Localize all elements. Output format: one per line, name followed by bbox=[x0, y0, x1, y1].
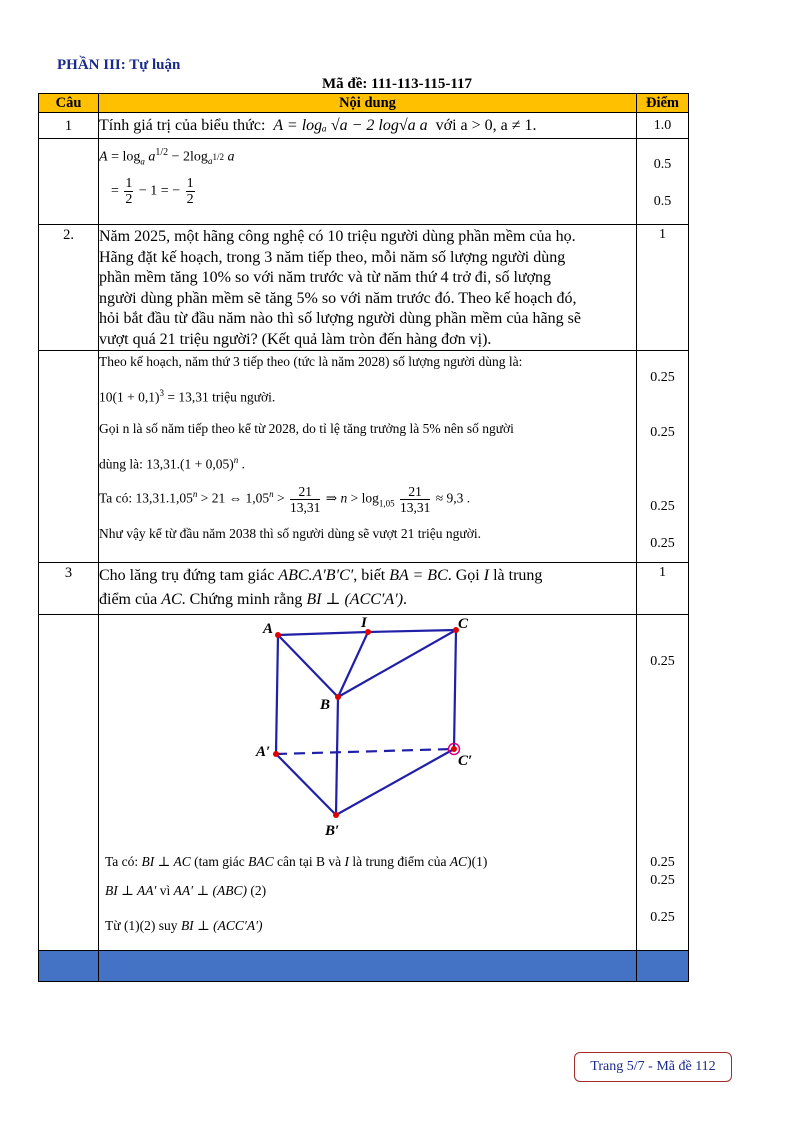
q2-solution-row bbox=[39, 351, 689, 563]
point-C1 bbox=[451, 746, 457, 752]
q2-line-3: phần mềm tăng 10% so với năm trước và từ năm thứ 4 trở đi, số lượng bbox=[99, 269, 552, 286]
edge-B-B1 bbox=[336, 697, 338, 815]
q3-sol-point-1: 0.25 bbox=[650, 855, 675, 870]
q2-sol-point-2: 0.25 bbox=[650, 425, 675, 440]
edge-A-A1 bbox=[276, 635, 278, 754]
answer-table bbox=[38, 93, 689, 982]
blank-footer-row bbox=[39, 951, 689, 982]
edge-B1-C1 bbox=[336, 749, 454, 815]
q1-condition: với a > 0, a ≠ 1. bbox=[435, 117, 537, 134]
q3-sol-point-2: 0.25 bbox=[650, 873, 675, 888]
header-cau: Câu bbox=[39, 94, 99, 113]
q3-solution bbox=[99, 615, 637, 951]
q2-number: 2. bbox=[39, 225, 99, 351]
header-noi-dung: Nội dung bbox=[99, 94, 637, 113]
q2-sol-line-6: Như vậy kể từ đầu năm 2038 thì số người dùng sẽ vượt 21 triệu người. bbox=[99, 526, 481, 541]
label-C1: C′ bbox=[458, 753, 473, 769]
q1-expression: A = logₐ √a − 2 log√a a bbox=[273, 117, 428, 134]
exam-code: Mã đề: 111-113-115-117 bbox=[322, 76, 472, 92]
q1-points: 1.0 bbox=[637, 113, 689, 139]
q2-sol-line-1: Theo kế hoạch, năm thứ 3 tiếp theo (tức là năm 2028) số lượng người dùng là: bbox=[99, 354, 523, 369]
point-A bbox=[275, 632, 281, 638]
label-A1: A′ bbox=[256, 744, 271, 760]
label-B: B bbox=[320, 697, 331, 713]
point-A1 bbox=[273, 751, 279, 757]
q1-sol-point-1: 0.5 bbox=[653, 157, 672, 172]
edge-A1-C1 bbox=[276, 749, 454, 754]
q1-solution-row bbox=[39, 139, 689, 225]
q2-line-1: Năm 2025, một hãng công nghệ có 10 triệu người dùng phần mềm của họ. bbox=[99, 228, 576, 245]
q2-sol-point-1: 0.25 bbox=[650, 370, 675, 385]
label-C: C bbox=[458, 616, 469, 632]
q2-row bbox=[39, 225, 689, 351]
header-diem: Điểm bbox=[637, 94, 689, 113]
q2-line-2: Hãng đặt kế hoạch, trong 3 năm tiếp theo, mỗi năm số lượng người dùng bbox=[99, 248, 566, 266]
table-header-row bbox=[39, 94, 689, 113]
q3-sol-line-3: Từ (1)(2) suy BI ⊥ (ACC′A′) bbox=[105, 918, 263, 933]
edge-B-C bbox=[338, 630, 456, 697]
q3-sol-point-3: 0.25 bbox=[650, 910, 675, 925]
q3-points: 1 bbox=[637, 563, 689, 615]
q1-solution-line-1: $A = \log_a a^{1/2} - 2\log_{a^{1/2}}$ a bbox=[99, 147, 235, 167]
q2-sol-point-4: 0.25 bbox=[650, 536, 675, 551]
q3-sol-line-2: BI ⊥ AA′ vì AA′ ⊥ (ABC) (2) bbox=[105, 883, 267, 898]
point-B bbox=[335, 694, 341, 700]
edge-A1-B1 bbox=[276, 754, 336, 815]
prism-figure bbox=[99, 615, 637, 855]
page-footer: Trang 5/7 - Mã đề 112 bbox=[574, 1052, 732, 1082]
q3-line-2: điểm của AC. Chứng minh rằng BI ⊥ (ACC′A′). bbox=[99, 591, 408, 608]
q2-sol-line-5: Ta có: $13,31.1,05^n > 21$ ⇔ $1,05^n$ > $\frac{21}{13,31}$ ⇒ $n > \log_{1,05}$ $\frac{21}{13,31}$ ≈ 9,3 . bbox=[99, 484, 471, 515]
q1-sol-point-2: 0.5 bbox=[653, 194, 672, 209]
q2-sol-line-4: dùng là: $13,31.(1 + 0,05)^n$ . bbox=[99, 454, 245, 471]
label-I: I bbox=[361, 615, 367, 631]
section-title: PHẦN III: Tự luận bbox=[57, 57, 181, 73]
edge-I-C bbox=[368, 630, 456, 632]
q2-line-5: hỏi bắt đầu từ đầu năm nào thì số lượng người dùng phần mềm của hãng sẽ bbox=[99, 310, 581, 327]
q3-sol-line-1: Ta có: BI ⊥ AC (tam giác BAC cân tại B và I là trung điểm của AC)(1) bbox=[105, 854, 488, 869]
q2-line-6: vượt quá 21 triệu người? (Kết quả làm tròn đến hàng đơn vị). bbox=[99, 330, 492, 348]
q3-solution-row bbox=[39, 615, 689, 951]
edge-A-I bbox=[278, 632, 368, 635]
q2-sol-line-3: Gọi n là số năm tiếp theo kể từ 2028, do tỉ lệ tăng trưởng là 5% nên số người bbox=[99, 420, 514, 436]
q3-fig-point: 0.25 bbox=[650, 654, 675, 669]
q3-number: 3 bbox=[39, 563, 99, 615]
q1-solution bbox=[99, 139, 637, 225]
q1-solution-line-2: = $\frac{1}{2}$ − 1 = − $\frac{1}{2}$ bbox=[111, 176, 194, 208]
q2-points: 1 bbox=[637, 225, 689, 351]
q3-prompt-cell bbox=[99, 563, 637, 615]
q1-number: 1 bbox=[39, 113, 99, 139]
edge-C-C1 bbox=[454, 630, 456, 749]
q2-solution bbox=[99, 351, 637, 563]
q1-prompt: Tính giá trị của biểu thức: bbox=[99, 117, 266, 134]
q3-row bbox=[39, 563, 689, 615]
q2-prompt-cell bbox=[99, 225, 637, 351]
q2-line-4: người dùng phần mềm sẽ tăng 5% so với năm trước đó. Theo kế hoạch đó, bbox=[99, 289, 577, 307]
label-B1: B′ bbox=[325, 823, 340, 839]
point-B1 bbox=[333, 812, 339, 818]
q2-sol-point-3: 0.25 bbox=[650, 499, 675, 514]
q2-sol-line-2: $10(1 + 0,1)^3 = 13,31$ triệu người. bbox=[99, 388, 276, 405]
q1-prompt-cell bbox=[99, 113, 637, 139]
edge-A-B bbox=[278, 635, 338, 697]
label-A: A bbox=[263, 621, 274, 637]
q1-row bbox=[39, 113, 689, 139]
q3-line-1: Cho lăng trụ đứng tam giác ABC.A′B′C′, biết BA = BC. Gọi I là trung bbox=[99, 567, 543, 584]
